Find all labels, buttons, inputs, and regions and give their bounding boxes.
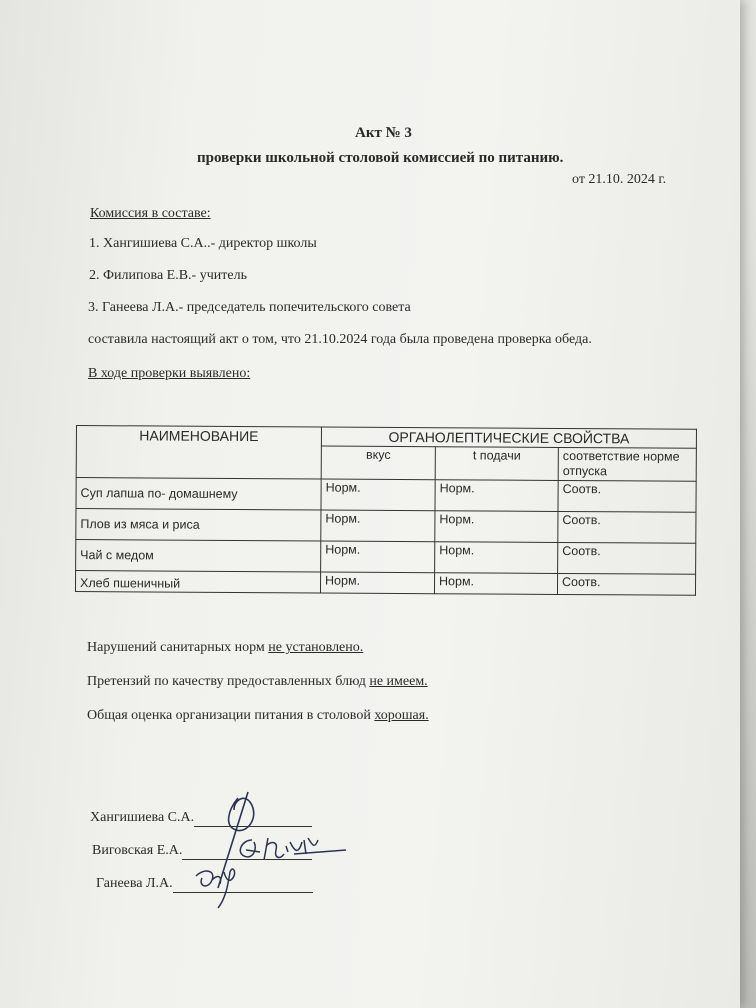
- signer-name: Виговская Е.А.: [92, 843, 183, 858]
- temperature-value: Норм.: [435, 542, 558, 574]
- taste-value: Норм.: [321, 541, 435, 573]
- taste-value: Норм.: [321, 510, 435, 542]
- conclusion-sanitary-text: Нарушений санитарных норм: [87, 640, 269, 655]
- norm-value: Соотв.: [558, 542, 696, 574]
- conclusion-sanitary: [87, 640, 363, 656]
- dish-name: Хлеб пшеничный: [75, 571, 320, 593]
- norm-value: Соотв.: [557, 573, 695, 595]
- temperature-value: Норм.: [435, 480, 558, 512]
- taste-value: Норм.: [321, 479, 435, 511]
- conclusion-claims: [87, 674, 428, 690]
- table-row: [76, 540, 696, 575]
- act-statement: составила настоящий акт о том, что 21.10.2024 года была проведена проверка обеда.: [88, 332, 592, 347]
- inspection-table: [75, 425, 697, 596]
- conclusion-rating-text: Общая оценка организации питания в столовой: [87, 708, 375, 723]
- act-subtitle: проверки школьной столовой комиссией по питанию.: [197, 150, 564, 166]
- header-taste: вкус: [321, 446, 435, 480]
- table-row: [76, 478, 696, 513]
- handwritten-signatures-icon: [190, 780, 370, 920]
- findings-heading: В ходе проверки выявлено:: [88, 366, 251, 381]
- member-2: 2. Филипова Е.В.- учитель: [89, 268, 247, 283]
- conclusion-claims-value: не имеем.: [369, 674, 428, 689]
- conclusion-rating: [87, 708, 429, 724]
- conclusion-sanitary-value: не установлено.: [268, 640, 364, 655]
- header-organoleptic: ОРГАНОЛЕПТИЧЕСКИЕ СВОЙСТВА: [321, 427, 696, 448]
- norm-value: Соотв.: [558, 511, 696, 543]
- signer-name: Ганеева Л.А.: [96, 876, 173, 891]
- header-temperature: t подачи: [435, 447, 558, 481]
- member-1: 1. Хангишиева С.А..- директор школы: [89, 236, 317, 251]
- table-row: [75, 571, 695, 596]
- header-norm: соответствие норме отпуска: [558, 447, 696, 481]
- conclusion-rating-value: хорошая.: [374, 708, 429, 723]
- norm-value: Соотв.: [558, 480, 696, 512]
- commission-heading: Комиссия в составе:: [90, 206, 211, 221]
- member-3: 3. Ганеева Л.А.- председатель попечительского совета: [88, 300, 411, 315]
- act-title: Акт № 3: [355, 125, 412, 141]
- dish-name: Суп лапша по- домашнему: [76, 478, 321, 510]
- act-date: от 21.10. 2024 г.: [572, 172, 667, 187]
- table-row: [76, 509, 696, 544]
- conclusion-claims-text: Претензий по качеству предоставленных блюд: [87, 674, 370, 689]
- dish-name: Плов из мяса и риса: [76, 509, 321, 541]
- temperature-value: Норм.: [435, 511, 558, 543]
- dish-name: Чай с медом: [76, 540, 321, 572]
- signer-name: Хангишиева С.А.: [90, 810, 195, 825]
- header-name: НАИМЕНОВАНИЕ: [76, 426, 321, 479]
- temperature-value: Норм.: [434, 573, 557, 595]
- taste-value: Норм.: [320, 572, 434, 594]
